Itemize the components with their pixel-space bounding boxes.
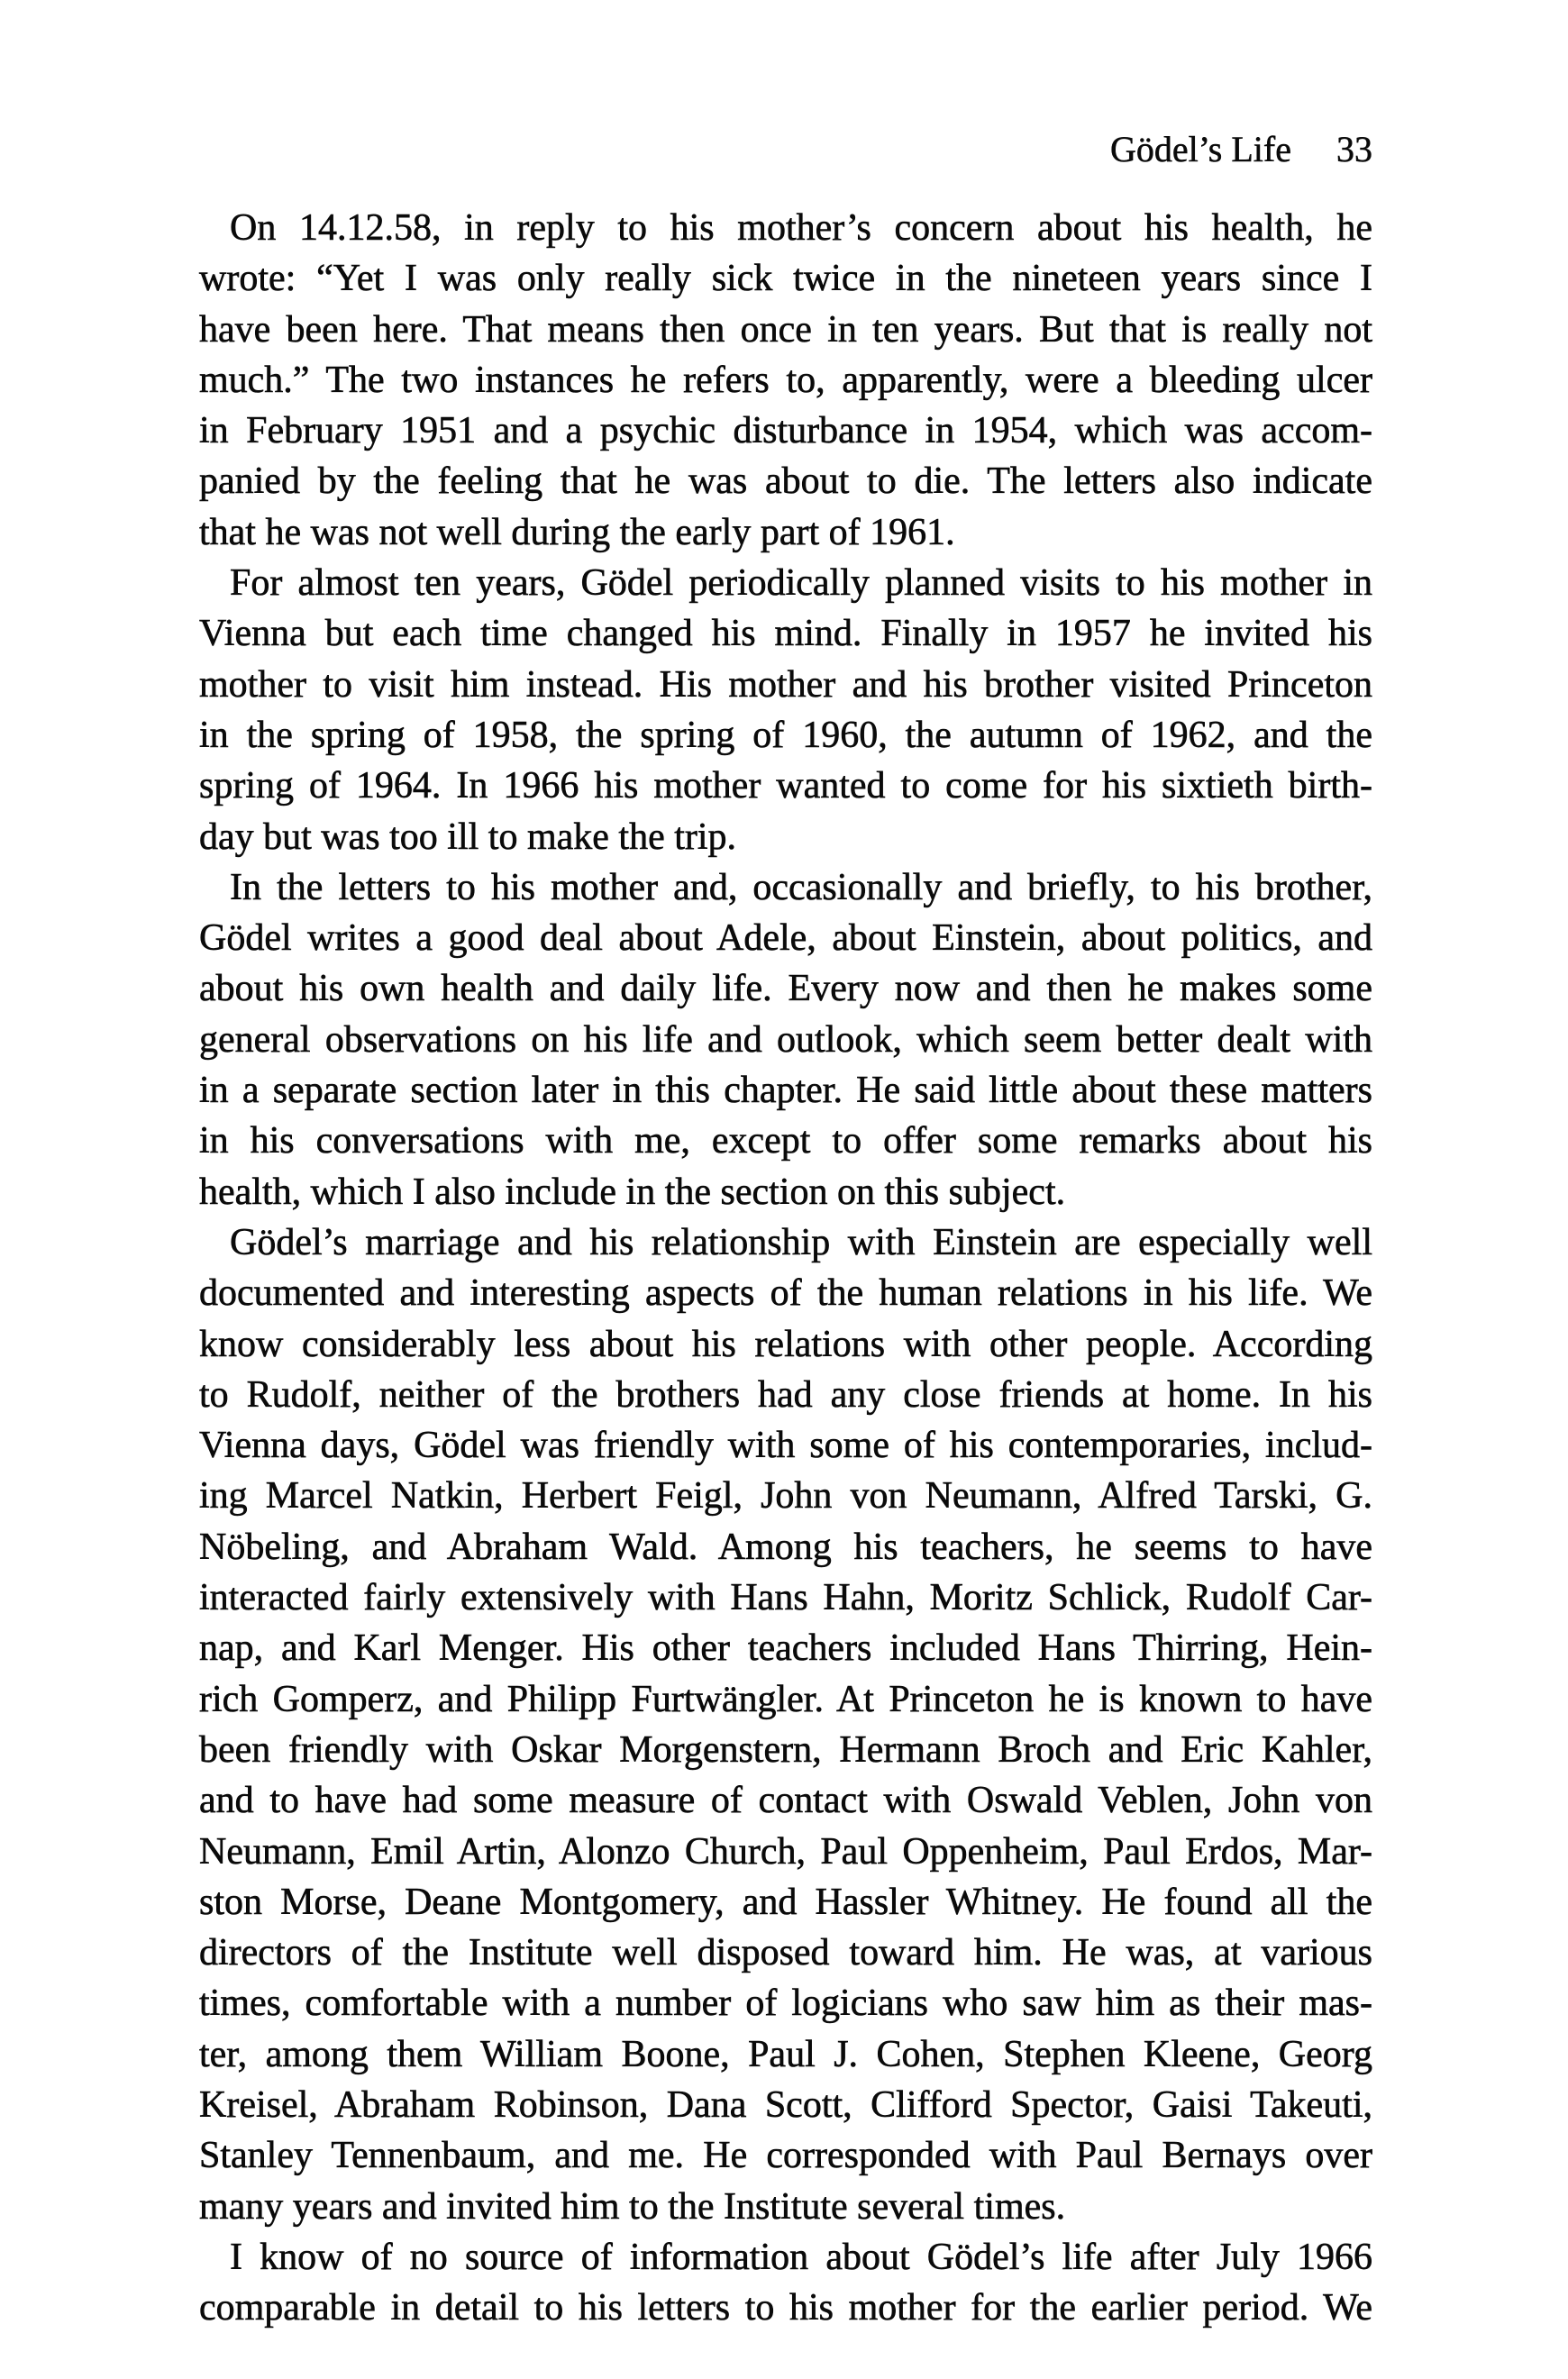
text-line: in February 1951 and a psychic disturbance in 1954, which was accom- bbox=[199, 410, 1372, 452]
text-line: in the spring of 1958, the spring of 1960, the autumn of 1962, and the bbox=[199, 714, 1372, 756]
paragraph bbox=[199, 2232, 1372, 2334]
text-line: Vienna days, Gödel was friendly with some of his contemporaries, includ- bbox=[199, 1425, 1372, 1467]
text-line: that he was not well during the early part of 1961. bbox=[199, 511, 955, 553]
text-line: For almost ten years, Gödel periodically planned visits to his mother in bbox=[230, 562, 1372, 605]
text-line: panied by the feeling that he was about to die. The letters also indicate bbox=[199, 460, 1372, 503]
text-line: wrote: “Yet I was only really sick twice in the nineteen years since I bbox=[199, 258, 1372, 300]
paragraph bbox=[199, 1217, 1372, 2232]
text-line: times, comfortable with a number of logicians who saw him as their mas- bbox=[199, 1982, 1372, 2025]
text-line: health, which I also include in the section on this subject. bbox=[199, 1171, 1066, 1213]
text-line: have been here. That means then once in ten years. But that is really not bbox=[199, 308, 1372, 351]
text-line: interacted fairly extensively with Hans Hahn, Moritz Schlick, Rudolf Car- bbox=[199, 1577, 1372, 1619]
text-line: day but was too ill to make the trip. bbox=[199, 816, 737, 858]
text-line: about his own health and daily life. Every now and then he makes some bbox=[199, 968, 1372, 1010]
paragraph bbox=[199, 862, 1372, 1217]
paragraph bbox=[199, 558, 1372, 862]
paragraph bbox=[199, 203, 1372, 558]
text-line: general observations on his life and outlook, which seem better dealt with bbox=[199, 1018, 1372, 1061]
text-line: In the letters to his mother and, occasionally and briefly, to his brother, bbox=[230, 866, 1372, 908]
text-line: Stanley Tennenbaum, and me. He corresponded with Paul Bernays over bbox=[199, 2135, 1372, 2177]
text-line: ter, among them William Boone, Paul J. Cohen, Stephen Kleene, Georg bbox=[199, 2033, 1372, 2075]
text-line: documented and interesting aspects of the human relations in his life. We bbox=[199, 1272, 1372, 1315]
running-head-title: Gödel’s Life bbox=[1109, 129, 1291, 169]
text-line: spring of 1964. In 1966 his mother wanted to come for his sixtieth birth- bbox=[199, 765, 1372, 807]
text-line: nap, and Karl Menger. His other teachers included Hans Thirring, Hein- bbox=[199, 1627, 1372, 1670]
text-line: ing Marcel Natkin, Herbert Feigl, John von Neumann, Alfred Tarski, G. bbox=[199, 1475, 1372, 1518]
text-line: I know of no source of information about Gödel’s life after July 1966 bbox=[230, 2236, 1372, 2278]
text-line: many years and invited him to the Institute several times. bbox=[199, 2185, 1066, 2228]
body-text bbox=[199, 203, 1372, 2333]
text-line: Neumann, Emil Artin, Alonzo Church, Paul Oppenheim, Paul Erdos, Mar- bbox=[199, 1830, 1372, 1873]
text-line: Gödel writes a good deal about Adele, about Einstein, about politics, and bbox=[199, 917, 1372, 960]
text-line: to Rudolf, neither of the brothers had any close friends at home. In his bbox=[199, 1373, 1372, 1416]
text-line: Vienna but each time changed his mind. Finally in 1957 he invited his bbox=[199, 613, 1372, 655]
page-number: 33 bbox=[1336, 129, 1372, 169]
text-line: mother to visit him instead. His mother and his brother visited Princeton bbox=[199, 663, 1372, 706]
text-line: directors of the Institute well disposed toward him. He was, at various bbox=[199, 1932, 1372, 1974]
text-line: much.” The two instances he refers to, apparently, were a bleeding ulcer bbox=[199, 359, 1372, 401]
text-line: Gödel’s marriage and his relationship with Einstein are especially well bbox=[230, 1221, 1372, 1263]
text-line: know considerably less about his relations with other people. According bbox=[199, 1323, 1372, 1365]
text-line: and to have had some measure of contact with Oswald Veblen, John von bbox=[199, 1780, 1372, 1822]
text-line: comparable in detail to his letters to his mother for the earlier period. We bbox=[199, 2287, 1372, 2329]
text-line: been friendly with Oskar Morgenstern, Hermann Broch and Eric Kahler, bbox=[199, 1728, 1372, 1771]
text-line: in a separate section later in this chapter. He said little about these matters bbox=[199, 1070, 1372, 1112]
text-line: in his conversations with me, except to offer some remarks about his bbox=[199, 1120, 1372, 1162]
text-line: Nöbeling, and Abraham Wald. Among his teachers, he seems to have bbox=[199, 1526, 1372, 1568]
text-line: On 14.12.58, in reply to his mother’s concern about his health, he bbox=[230, 207, 1372, 249]
text-line: rich Gomperz, and Philipp Furtwängler. At Princeton he is known to have bbox=[199, 1678, 1372, 1720]
text-line: Kreisel, Abraham Robinson, Dana Scott, Clifford Spector, Gaisi Takeuti, bbox=[199, 2083, 1372, 2126]
text-line: ston Morse, Deane Montgomery, and Hassler Whitney. He found all the bbox=[199, 1881, 1372, 1923]
running-head bbox=[199, 128, 1372, 170]
